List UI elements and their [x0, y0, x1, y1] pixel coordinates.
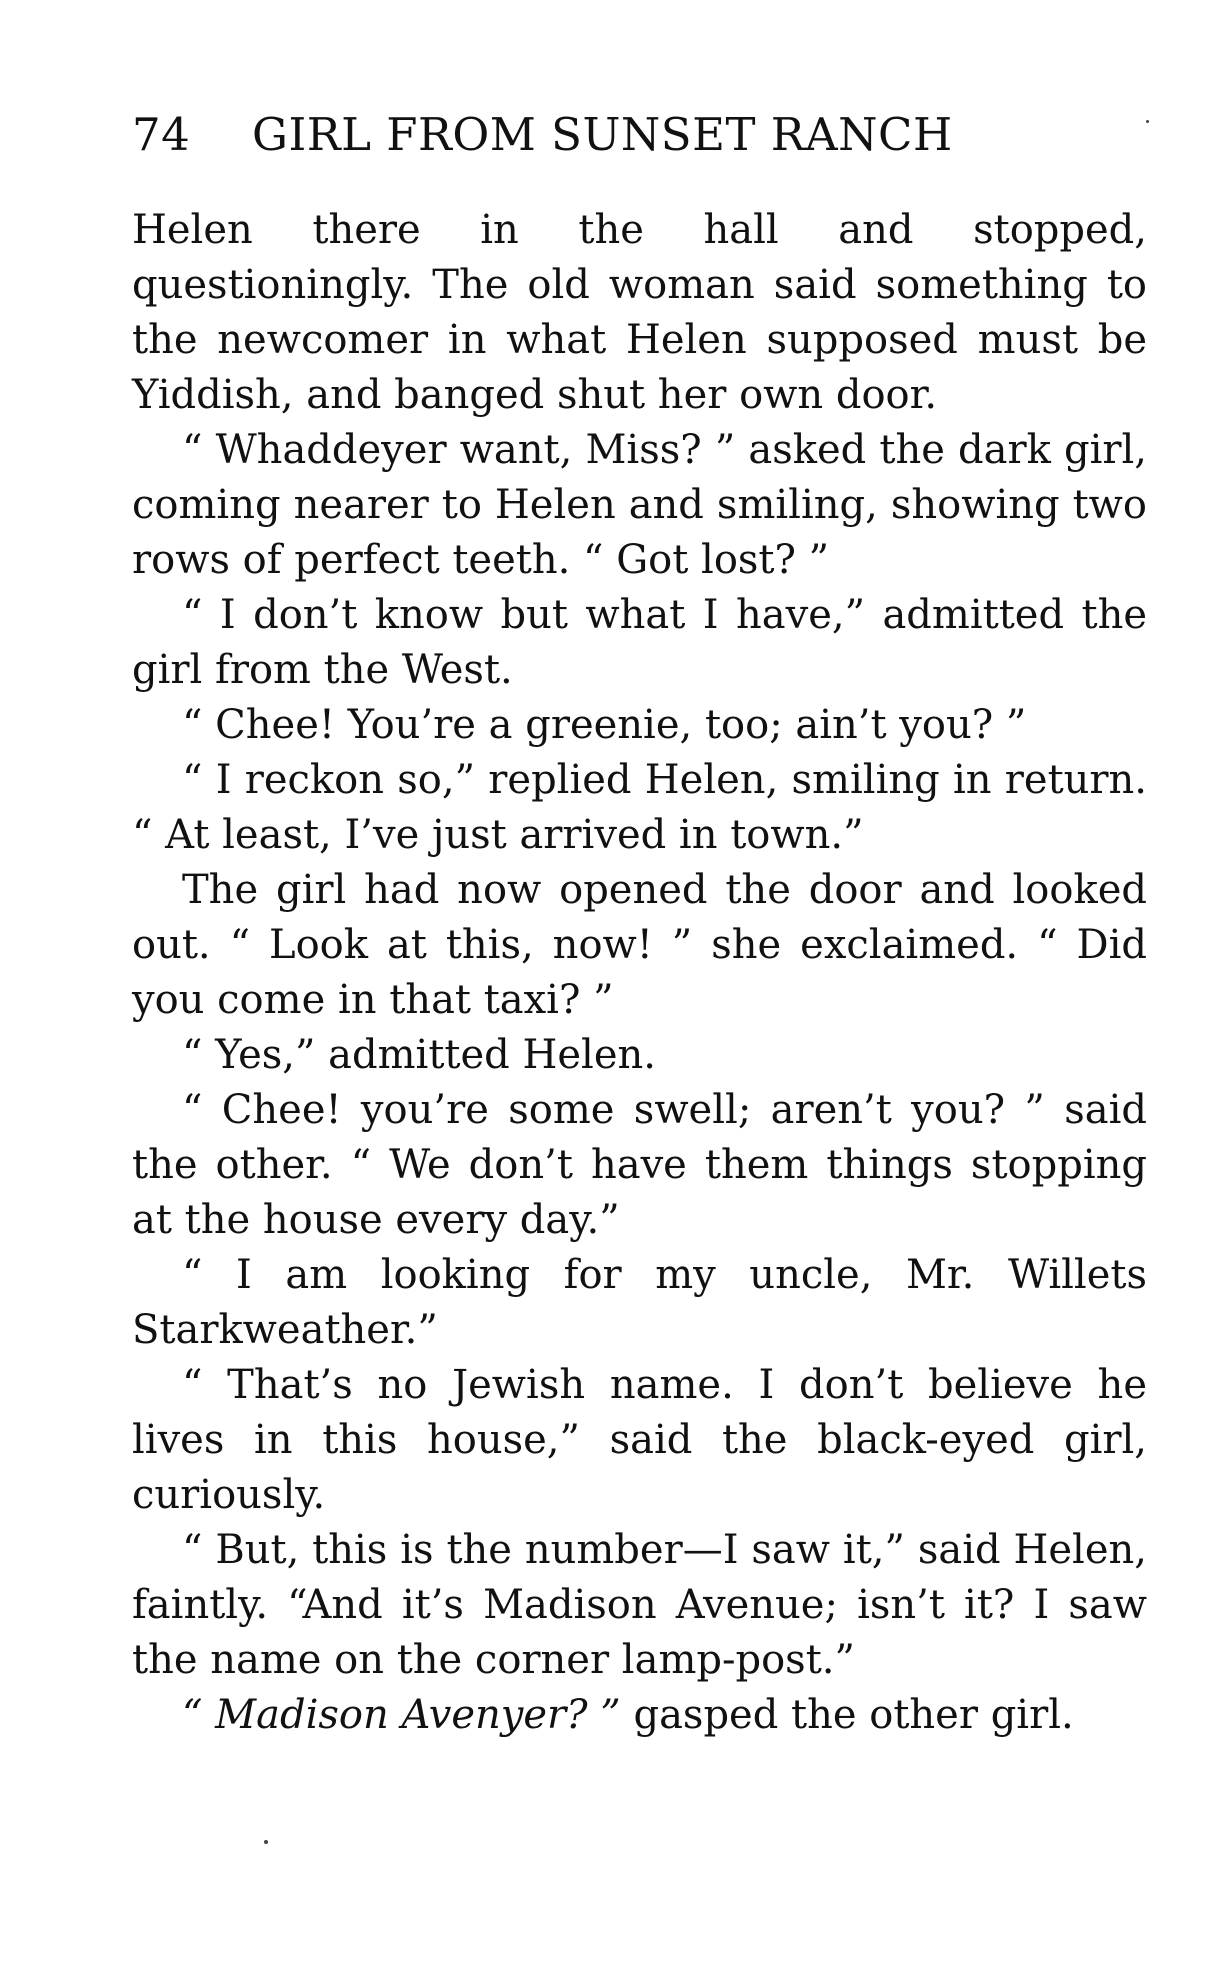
running-head [132, 105, 1164, 165]
body-text [132, 203, 1147, 1743]
italic-quote: “ Madison Avenyer? ” [182, 1692, 621, 1738]
page-number: 74 [132, 108, 191, 161]
paragraph: “ I don’t know but what I have,” admitted the girl from the West. [132, 592, 1147, 693]
paragraph-last [132, 1688, 1147, 1743]
paragraph: “ But, this is the number—I saw it,” said Helen, faintly. “And it’s Madison Avenue; isn’t it? I saw the name on the corner lamp-post.” [132, 1527, 1147, 1683]
paragraph: “ Chee! you’re some swell; aren’t you? ” said the other. “ We don’t have them things stopping at the house every day.” [132, 1087, 1147, 1243]
paragraph: “ Whaddeyer want, Miss? ” asked the dark girl, coming nearer to Helen and smiling, showing two rows of perfect teeth. “ Got lost? ” [132, 427, 1147, 583]
paragraph: The girl had now opened the door and looked out. “ Look at this, now! ” she exclaimed. “ Did you come in that taxi? ” [132, 867, 1147, 1023]
paragraph-tail: gasped the other girl. [620, 1692, 1074, 1738]
paragraph: “ I reckon so,” replied Helen, smiling in return. “ At least, I’ve just arrived in town.” [132, 757, 1147, 858]
paragraph: “ That’s no Jewish name. I don’t believe he lives in this house,” said the black-eyed girl, curiously. [132, 1362, 1147, 1518]
paragraph: Helen there in the hall and stopped, questioningly. The old woman said something to the newcomer in what Helen supposed must be Yiddish, and banged shut her own door. [132, 207, 1147, 418]
paragraph: “ Chee! You’re a greenie, too; ain’t you? ” [182, 702, 1027, 748]
paragraph: “ Yes,” admitted Helen. [182, 1032, 656, 1078]
book-title: GIRL FROM SUNSET RANCH [252, 108, 953, 161]
paragraph: “ I am looking for my uncle, Mr. Willets Starkweather.” [132, 1252, 1147, 1353]
print-speck [1146, 120, 1149, 123]
print-speck [264, 1840, 268, 1844]
